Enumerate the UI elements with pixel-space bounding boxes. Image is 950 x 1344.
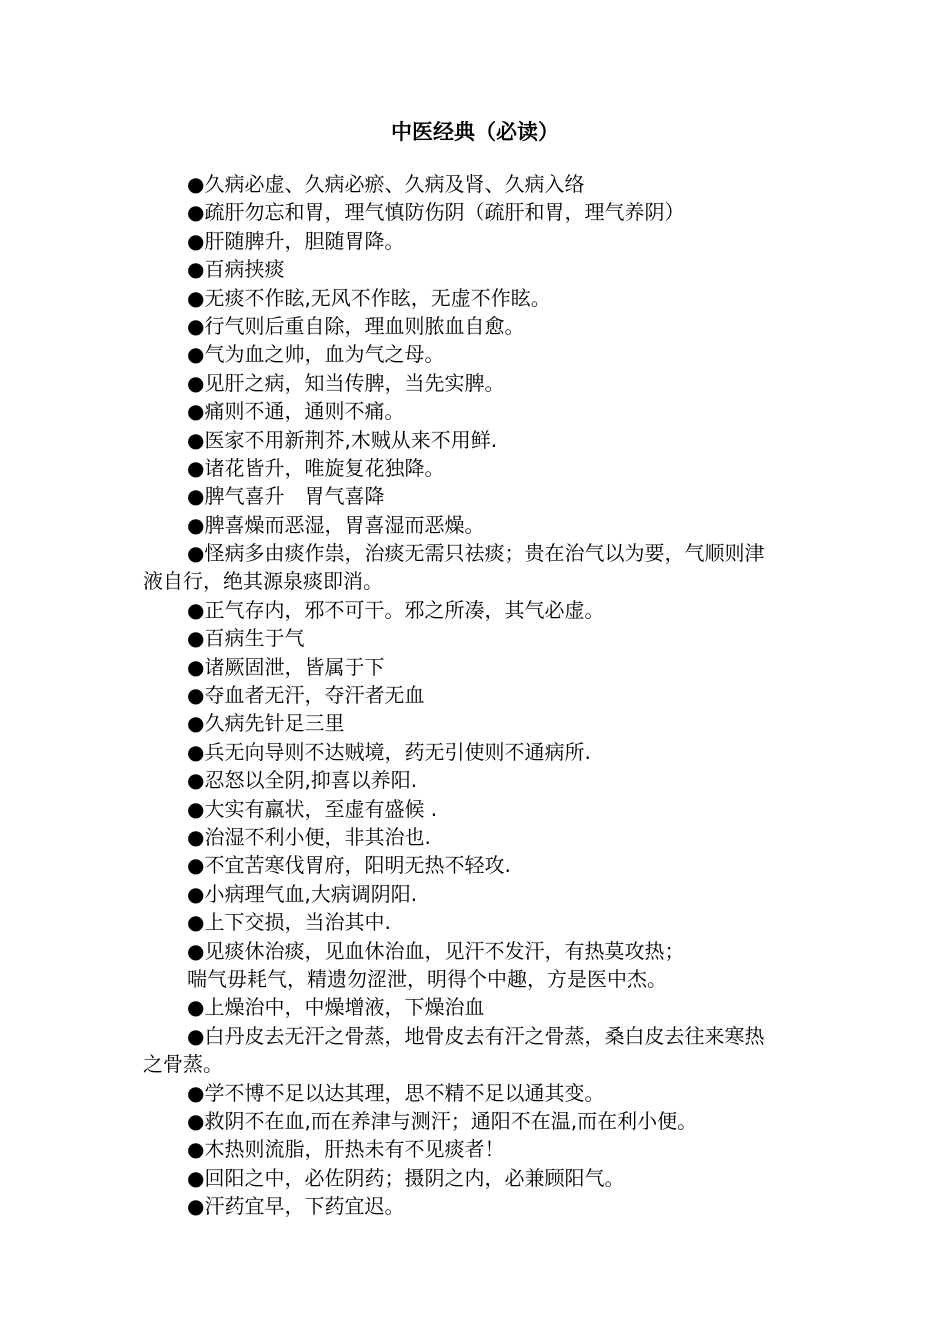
text-line: ●回阳之中，必佐阴药；摄阴之内，必兼顾阳气。: [187, 1165, 625, 1190]
text-line: ●兵无向导则不达贼境，药无引使则不通病所.: [187, 739, 591, 764]
text-line: ●木热则流脂，肝热未有不见痰者！: [187, 1137, 505, 1162]
text-line: ●白丹皮去无汗之骨蒸，地骨皮去有汗之骨蒸，桑白皮去往来寒热: [187, 1023, 765, 1048]
text-line: ●不宜苦寒伐胃府，阳明无热不轻攻.: [187, 853, 511, 878]
text-line: ●百病生于气: [187, 626, 305, 651]
text-line: ●小病理气血,大病调阴阳.: [187, 881, 418, 906]
text-line: 之骨蒸。: [143, 1052, 223, 1077]
text-line: ●见痰休治痰，见血休治血，见汗不发汗，有热莫攻热；: [187, 938, 685, 963]
text-line: ●上下交损，当治其中.: [187, 910, 391, 935]
text-line: ●上燥治中，中燥增液，下燥治血: [187, 995, 485, 1020]
text-line: ●汗药宜早，下药宜迟。: [187, 1194, 405, 1219]
text-line: ●大实有羸状，至虚有盛候 .: [187, 796, 438, 821]
text-line: ●行气则后重自除，理血则脓血自愈。: [187, 313, 525, 338]
text-line: 喘气毋耗气，精遗勿涩泄，明得个中趣，方是医中杰。: [187, 966, 667, 991]
text-line: ●学不博不足以达其理，思不精不足以通其变。: [187, 1080, 605, 1105]
text-line: ●脾喜燥而恶湿，胃喜湿而恶燥。: [187, 512, 485, 537]
text-line: ●百病挟痰: [187, 257, 285, 282]
text-line: ●忍怒以全阴,抑喜以养阳.: [187, 768, 418, 793]
text-line: ●气为血之帅，血为气之母。: [187, 342, 445, 367]
text-line: ●医家不用新荆芥,木贼从来不用鲜.: [187, 427, 498, 452]
text-line: ●救阴不在血,而在养津与测汗；通阳不在温,而在利小便。: [187, 1108, 698, 1133]
text-line: ●痛则不通，通则不痛。: [187, 399, 405, 424]
text-line: ●疏肝勿忘和胃，理气慎防伤阴（疏肝和胃，理气养阴）: [187, 200, 685, 225]
text-line: ●诸花皆升，唯旋复花独降。: [187, 455, 445, 480]
page-title: 中医经典（必读）: [391, 120, 559, 144]
text-line: 液自行，绝其源泉痰即消。: [143, 569, 383, 594]
text-line: ●治湿不利小便，非其治也.: [187, 824, 431, 849]
document-body: [143, 170, 813, 1220]
text-line: ●怪病多由痰作祟，治痰无需只祛痰；贵在治气以为要，气顺则津: [187, 541, 765, 566]
text-line: ●无痰不作眩,无风不作眩，无虚不作眩。: [187, 285, 551, 310]
text-line: ●肝随脾升，胆随胃降。: [187, 228, 405, 253]
text-line: ●久病必虚、久病必瘀、久病及肾、久病入络: [187, 172, 585, 196]
text-line: ●久病先针足三里: [187, 711, 345, 736]
text-line: ●脾气喜升 胃气喜降: [187, 484, 385, 509]
text-line: ●诸厥固泄，皆属于下: [187, 654, 385, 679]
text-line: ●见肝之病，知当传脾，当先实脾。: [187, 370, 505, 395]
text-line: ●夺血者无汗，夺汗者无血: [187, 683, 425, 708]
text-line: ●正气存内，邪不可干。邪之所凑，其气必虚。: [187, 597, 605, 622]
